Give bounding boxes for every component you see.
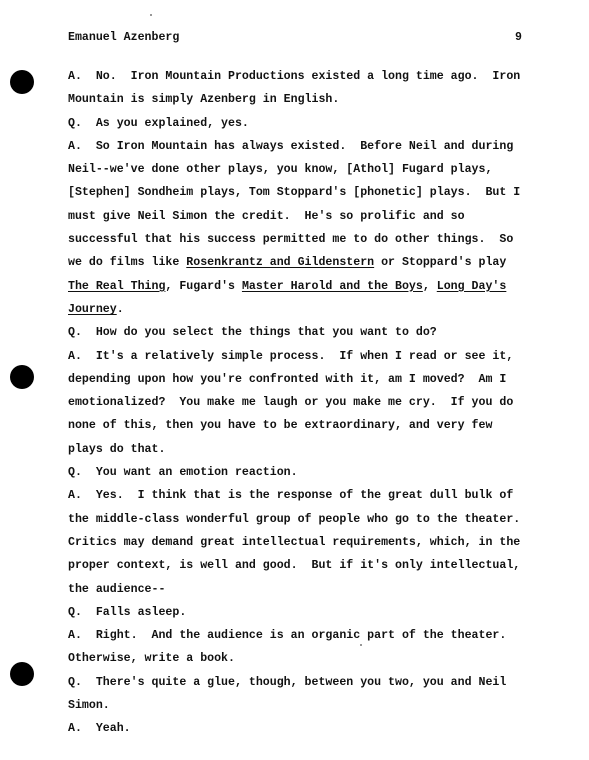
transcript-line: successful that his success permitted me to do other things. So [68,233,514,247]
transcript-line: must give Neil Simon the credit. He's so prolific and so [68,209,465,223]
transcript-line: A. No. Iron Mountain Productions existed a long time ago. Iron [68,70,521,83]
work-title-underlined: Rosenkrantz and Gildenstern [186,256,375,270]
transcript-line: [Stephen] Sondheim plays, Tom Stoppard's [phonetic] plays. But I [68,186,521,200]
work-title-underlined: Long Day's [436,279,507,293]
line-text: . [116,302,124,316]
transcript-line: A. Yes. I think that is the response of the great dull bulk of [68,489,514,503]
work-title-underlined: Master Harold and the Boys [241,279,423,293]
transcript-line: Q. As you explained, yes. [68,116,249,130]
transcript-line: Q. How do you select the things that you want to do? [68,326,437,340]
line-text: we do films like [68,256,187,270]
work-title-underlined: The Real Thing [68,279,166,293]
transcript-line: Simon. [68,699,110,713]
transcript-line: Critics may demand great intellectual requirements, which, in the [68,535,521,549]
binder-hole-bottom [10,662,34,686]
transcript-line [68,251,538,274]
line-text: , Fugard's [165,279,242,293]
transcript-line: Q. There's quite a glue, though, between you two, you and Neil [68,675,507,689]
transcript-line: A. It's a relatively simple process. If when I read or see it, [68,349,514,363]
transcript-line: proper context, is well and good. But if it's only intellectual, [68,559,521,573]
transcript-line: the audience-- [68,582,166,596]
transcript-line: Mountain is simply Azenberg in English. [68,93,340,107]
transcript-line: A. Right. And the audience is an organic part of the theater. [68,629,507,643]
transcript-line [68,298,538,321]
transcript-line: none of this, then you have to be extraordinary, and very few [68,419,493,433]
transcript-line: Otherwise, write a book. [68,652,235,666]
line-text: , [422,279,437,293]
transcript-line [68,275,538,298]
transcript-line: Q. Falls asleep. [68,605,187,619]
header-interviewee-name: Emanuel Azenberg [68,31,180,44]
transcript-body [68,65,538,741]
transcript-line: Q. You want an emotion reaction. [68,466,298,480]
work-title-underlined: Journey [68,302,117,316]
transcript-line: depending upon how you're confronted with it, am I moved? Am I [68,372,507,386]
transcript-line: Neil--we've done other plays, you know, [Athol] Fugard plays, [68,163,493,177]
binder-hole-middle [10,365,34,389]
scan-speck [150,14,152,16]
binder-hole-top [10,70,34,94]
page-number: 9 [515,31,522,44]
transcript-line: A. So Iron Mountain has always existed. Before Neil and during [68,139,514,153]
transcript-line: emotionalized? You make me laugh or you make me cry. If you do [68,396,514,410]
line-text: or Stoppard's play [374,256,507,270]
transcript-line: A. Yeah. [68,722,131,736]
transcript-line: plays do that. [68,442,166,456]
transcript-line: the middle-class wonderful group of people who go to the theater. [68,512,521,526]
